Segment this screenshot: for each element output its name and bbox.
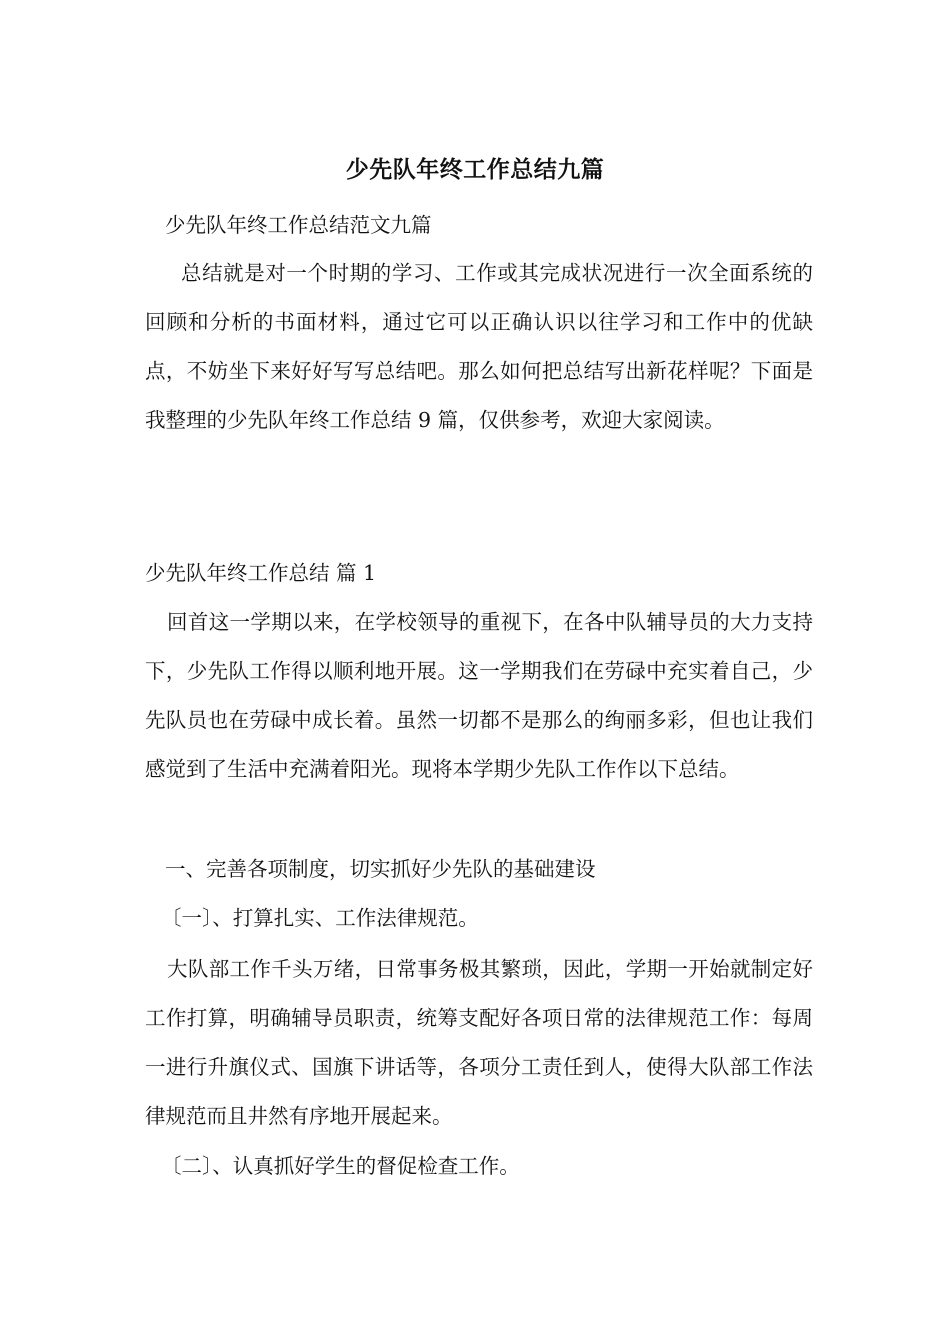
intro-paragraph: 总结就是对一个时期的学习、工作或其完成状况进行一次全面系统的回顾和分析的书面材料，通过它可以正确认识以往学习和工作中的优缺点，不妨坐下来好好写写总结吧。那么如何把总结写出新花样呢？下面是我整理的少先队年终工作总结 9 篇，仅供参考，欢迎大家阅读。 xyxy=(145,261,813,432)
point-heading: 一、完善各项制度，切实抓好少先队的基础建设 xyxy=(165,857,596,881)
section-heading: 少先队年终工作总结 篇 1 xyxy=(145,561,377,585)
document-subtitle: 少先队年终工作总结范文九篇 xyxy=(165,213,432,237)
body-paragraph: 大队部工作千头万绪，日常事务极其繁琐，因此，学期一开始就制定好工作打算，明确辅导员职责，统筹支配好各项日常的法律规范工作：每周一进行升旗仪式、国旗下讲话等，各项分工责任到人，使得大队部工作法律规范而且井然有序地开展起来。 xyxy=(145,957,813,1128)
document-title: 少先队年终工作总结九篇 xyxy=(345,157,605,183)
body-paragraph: 回首这一学期以来，在学校领导的重视下，在各中队辅导员的大力支持下，少先队工作得以顺利地开展。这一学期我们在劳碌中充实着自己，少先队员也在劳碌中成长着。虽然一切都不是那么的绚丽多彩，但也让我们感觉到了生活中充满着阳光。现将本学期少先队工作作以下总结。 xyxy=(145,610,813,781)
sub-heading: 〔二〕、认真抓好学生的督促检查工作。 xyxy=(161,1154,520,1178)
sub-heading: 〔一〕、打算扎实、工作法律规范。 xyxy=(161,906,479,930)
